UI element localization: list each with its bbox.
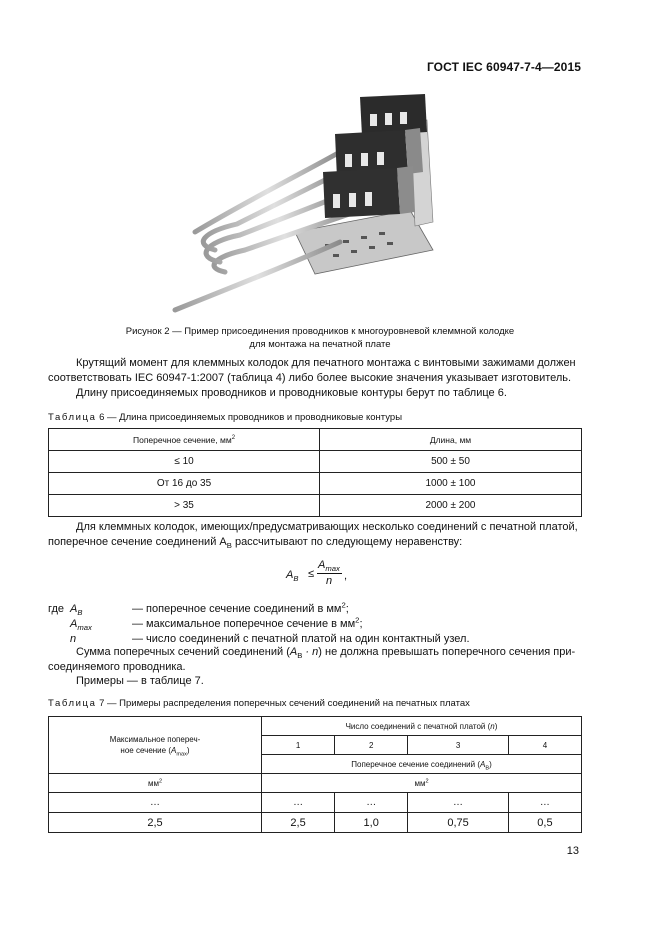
legend-item: где $A_B$ — поперечное сечение соединений в $мм^2$; (48, 600, 349, 618)
table6-cell: 500 ± 50 (320, 451, 582, 473)
page-number: 13 (566, 845, 579, 857)
table7-cell: 1,0 (335, 813, 408, 833)
table7-count: 1 (262, 736, 335, 755)
table7-cell: … (508, 793, 581, 813)
table7 (48, 716, 582, 833)
table6-cell: > 35 (49, 495, 320, 517)
table7-header-connection-section: Поперечное сечение соединений $(A_B)$ (262, 755, 582, 774)
table6-caption: Таблица 6 — Длина присоединяемых проводников и проводниковые контуры (48, 412, 403, 423)
table7-header-max-section: Максимальное попереч- ное сечение $(A_{max})$ (49, 717, 262, 774)
table7-cell: … (49, 793, 262, 813)
paragraph-length: Длину присоединяемых проводников и проводниковые контуры берут по таблице 6. (76, 387, 507, 399)
document-code: ГОСТ IEC 60947-7-4—2015 (426, 60, 581, 74)
table7-cell: 0,5 (508, 813, 581, 833)
table7-header-count: Число соединений с печатной платой (n) (262, 717, 582, 736)
paragraph-sum: Сумма поперечных сечений соединений $(A_B \cdot n)$ не должна превышать поперечного сечения при- соединяемого проводника. (48, 646, 576, 673)
table6-cell: От 16 до 35 (49, 473, 320, 495)
pcb-board (295, 210, 433, 274)
terminal-tier-bottom (323, 166, 415, 218)
figure-caption: Рисунок 2 — Пример присоединения проводников к многоуровневой клеммной колодке для монтажа на печатной плате (125, 326, 515, 350)
table7-cell: … (335, 793, 408, 813)
table7-unit: $мм^2$ (262, 774, 582, 793)
paragraph-multi-connection: Для клеммных колодок, имеющих/предусматривающих несколько соединений с печатной платой, поперечное сечение соединений $A_B$ рассчитывают по следующему неравенству: (48, 521, 578, 551)
legend-item: n — число соединений с печатной платой на один контактный узел. (70, 633, 470, 645)
table7-count: 2 (335, 736, 408, 755)
table7-cell: 2,5 (49, 813, 262, 833)
table6-header-length: Длина, мм (320, 429, 582, 451)
table7-cell: … (262, 793, 335, 813)
terminal-block-figure (165, 92, 465, 317)
table6-cell: ≤ 10 (49, 451, 320, 473)
table7-cell: … (408, 793, 509, 813)
table7-count: 3 (408, 736, 509, 755)
table7-unit: $мм^2$ (49, 774, 262, 793)
formula: $A_B$ ≤ $A_{max}$ n , (286, 559, 348, 587)
table7-cell: 2,5 (262, 813, 335, 833)
paragraph-examples: Примеры — в таблице 7. (76, 675, 204, 687)
table7-cell: 0,75 (408, 813, 509, 833)
table7-count: 4 (508, 736, 581, 755)
table6-header-section: Поперечное сечение, $мм^2$ (49, 429, 320, 451)
table7-caption: Таблица 7 — Примеры распределения поперечных сечений соединений на печатных платах (48, 698, 470, 709)
table6-cell: 2000 ± 200 (320, 495, 582, 517)
paragraph-torque: Крутящий момент для клеммных колодок для печатного монтажа с винтовыми зажимами должен соответствовать IEC 60947-1:2007 (таблица 4) либо более высокие значения указывает изготовитель. (48, 357, 576, 384)
table6-cell: 1000 ± 100 (320, 473, 582, 495)
table6 (48, 428, 582, 517)
legend-item: $A_{max}$ — максимальное поперечное сечение в $мм^2$; (70, 615, 363, 633)
